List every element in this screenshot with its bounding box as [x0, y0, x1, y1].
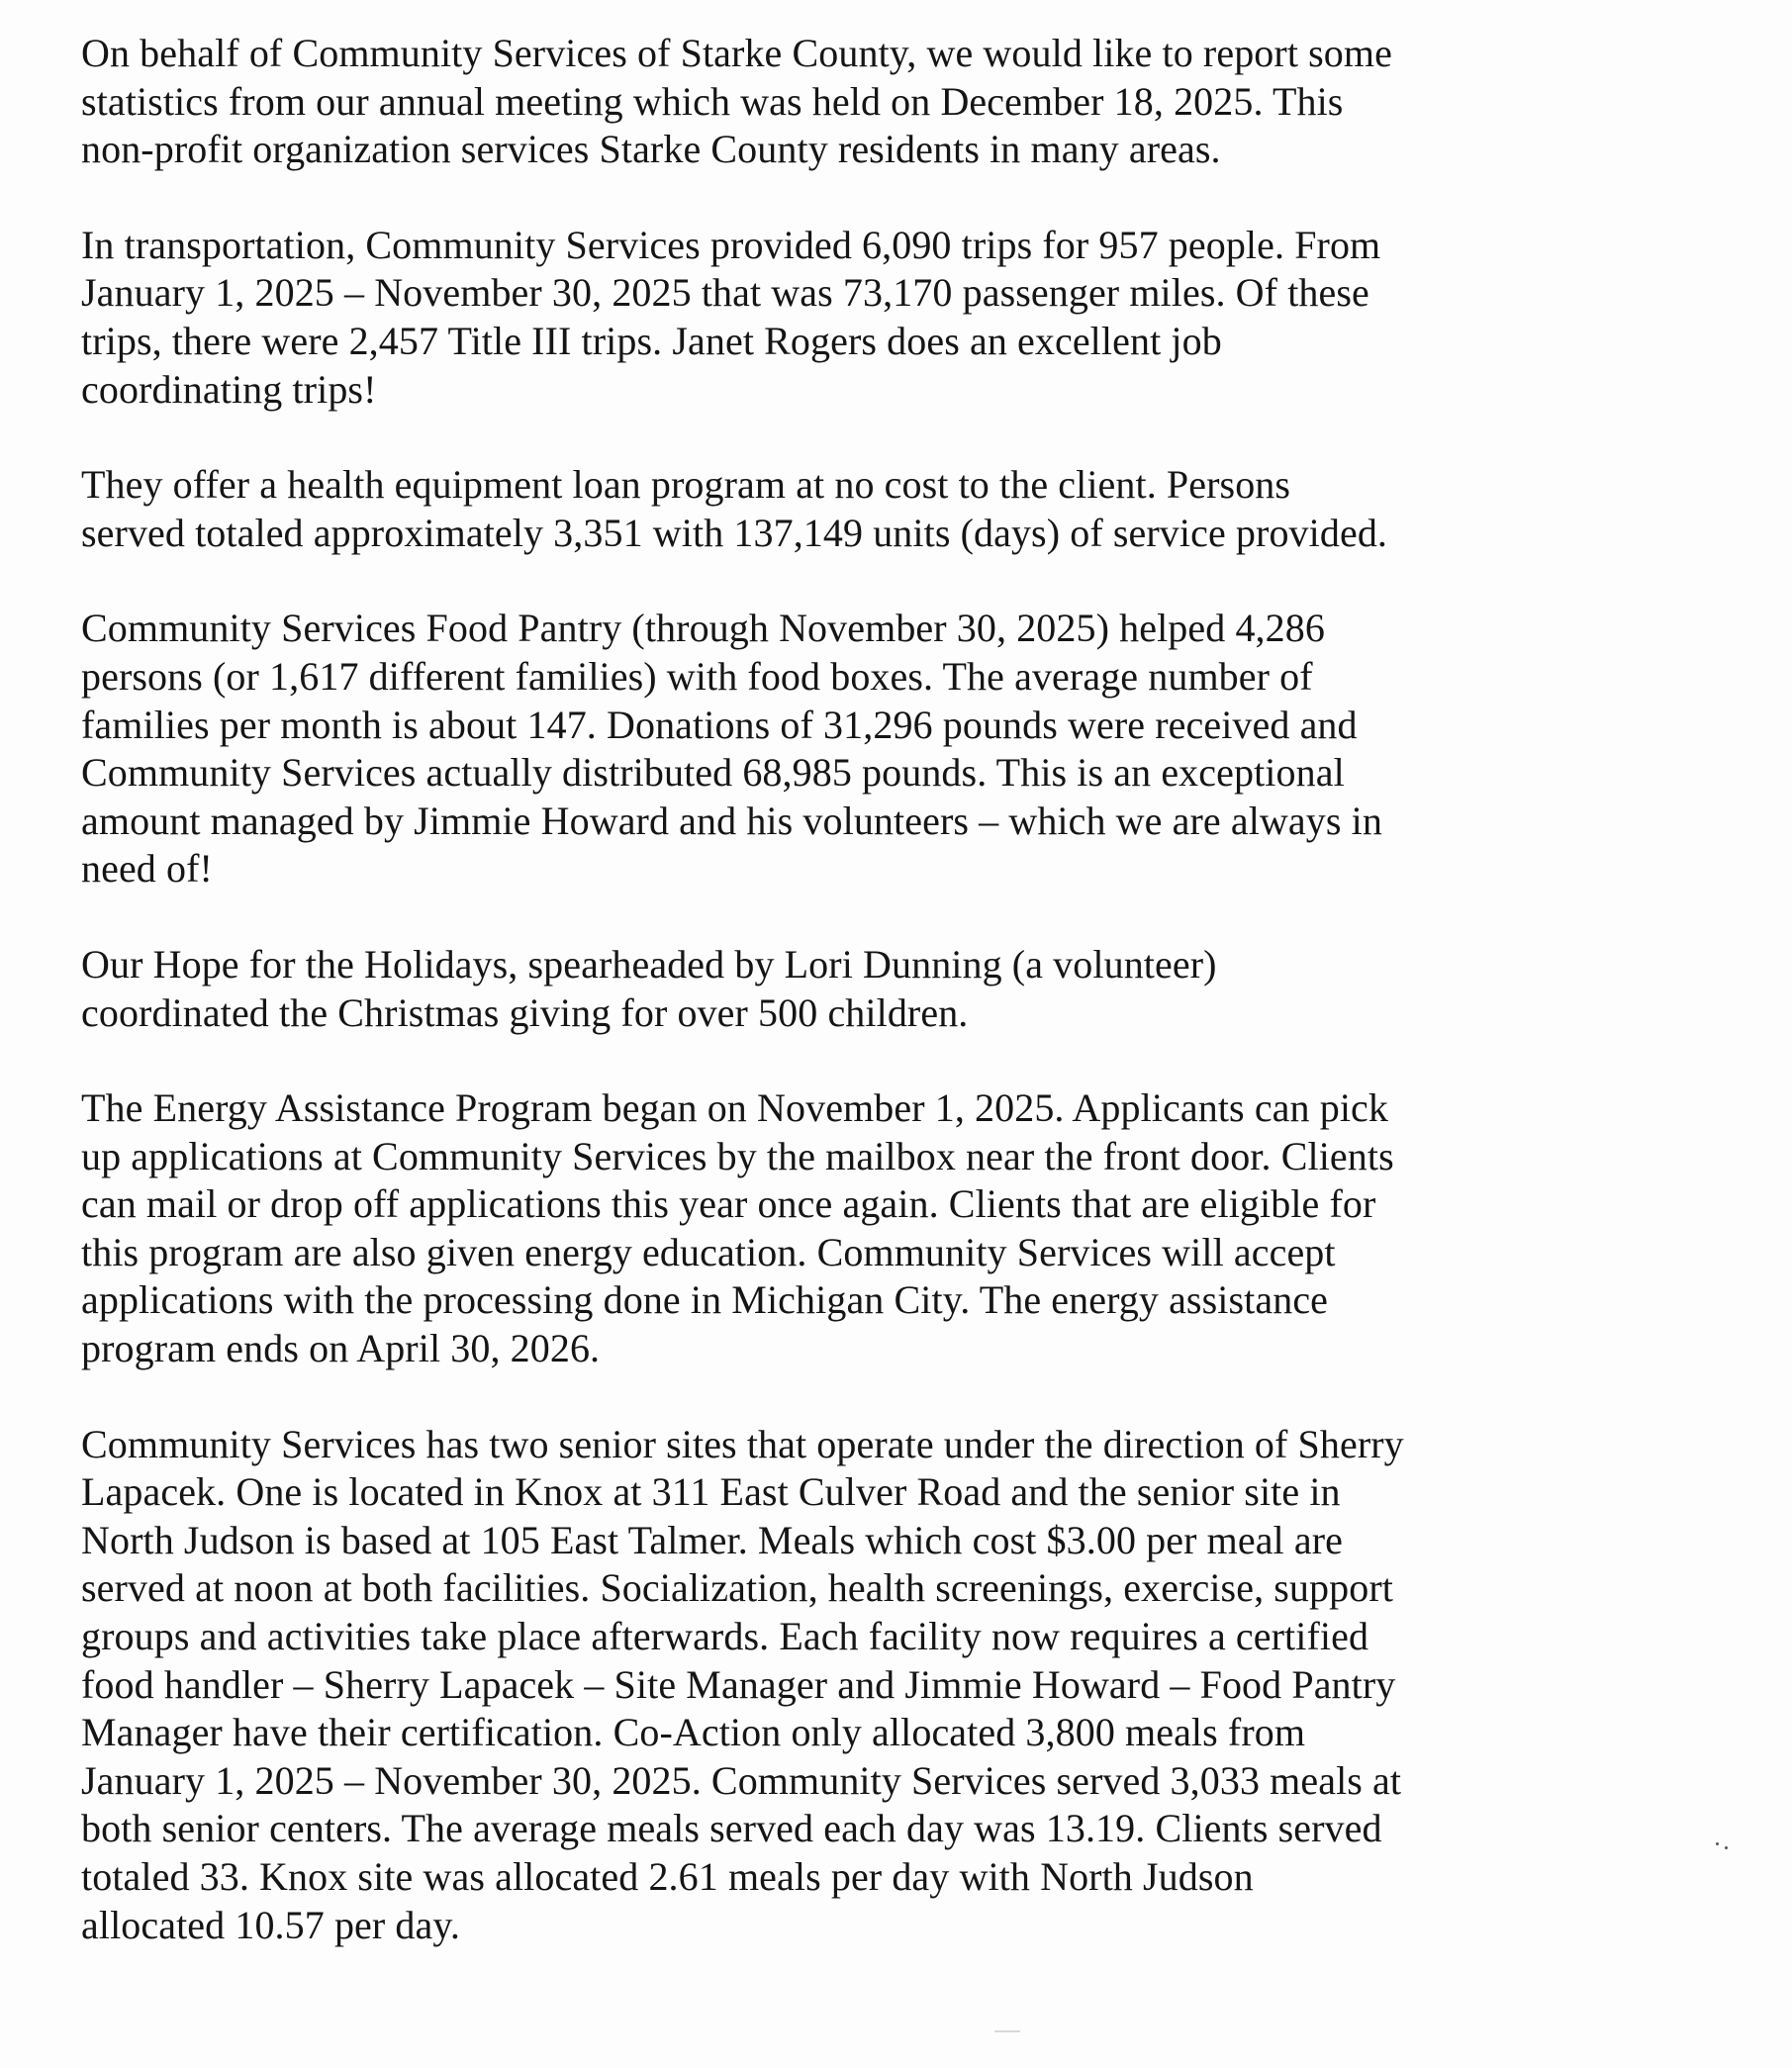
text-line: applications with the processing done in Michigan City. The energy assistance	[81, 1277, 1329, 1323]
paragraph-food-pantry	[81, 605, 1664, 893]
text-line: In transportation, Community Services provided 6,090 trips for 957 people. From	[81, 222, 1381, 267]
document-body	[81, 30, 1664, 1997]
text-line: coordinating trips!	[81, 366, 377, 412]
text-line: trips, there were 2,457 Title III trips. Janet Rogers does an excellent job	[81, 318, 1222, 363]
text-line: groups and activities take place afterwards. Each facility now requires a certified	[81, 1614, 1369, 1659]
text-line: can mail or drop off applications this year once again. Clients that are eligible for	[81, 1181, 1376, 1227]
text-line: both senior centers. The average meals served each day was 13.19. Clients served	[81, 1806, 1382, 1851]
text-line: non-profit organization services Starke County residents in many areas.	[81, 127, 1221, 172]
paragraph-energy-assistance	[81, 1084, 1664, 1373]
paragraph-intro	[81, 30, 1664, 174]
text-line: this program are also given energy education. Community Services will accept	[81, 1229, 1336, 1274]
paragraph-health-equipment	[81, 461, 1664, 557]
scan-bottom-mark	[994, 2030, 1020, 2032]
text-line: Our Hope for the Holidays, spearheaded by Lori Dunning (a volunteer)	[81, 941, 1217, 987]
text-line: served at noon at both facilities. Socialization, health screenings, exercise, support	[81, 1565, 1393, 1611]
text-line: On behalf of Community Services of Starke County, we would like to report some	[81, 31, 1392, 75]
paragraph-hope-for-holidays	[81, 941, 1664, 1037]
text-line: totaled 33. Knox site was allocated 2.61 meals per day with North Judson	[81, 1854, 1254, 1899]
text-line: served totaled approximately 3,351 with 137,149 units (days) of service provided.	[81, 510, 1388, 555]
text-line: program ends on April 30, 2026.	[81, 1326, 601, 1371]
scan-speck-mark	[1716, 1842, 1730, 1850]
text-line: amount managed by Jimmie Howard and his volunteers – which we are always in	[81, 798, 1382, 843]
text-line: January 1, 2025 – November 30, 2025. Community Services served 3,033 meals at	[81, 1757, 1402, 1803]
text-line: need of!	[81, 846, 213, 892]
text-line: coordinated the Christmas giving for over 500 children.	[81, 989, 969, 1035]
text-line: allocated 10.57 per day.	[81, 1902, 460, 1947]
paragraph-senior-sites	[81, 1421, 1664, 1950]
text-line: North Judson is based at 105 East Talmer. Meals which cost $3.00 per meal are	[81, 1517, 1343, 1562]
text-line: They offer a health equipment loan program at no cost to the client. Persons	[81, 462, 1291, 508]
text-line: Community Services actually distributed 68,985 pounds. This is an exceptional	[81, 750, 1345, 796]
text-line: families per month is about 147. Donations of 31,296 pounds were received and	[81, 702, 1358, 747]
text-line: The Energy Assistance Program began on November 1, 2025. Applicants can pick	[81, 1085, 1388, 1131]
text-line: Community Services has two senior sites that operate under the direction of Sherry	[81, 1421, 1404, 1466]
text-line: Community Services Food Pantry (through November 30, 2025) helped 4,286	[81, 606, 1325, 651]
text-line: Manager have their certification. Co-Action only allocated 3,800 meals from	[81, 1710, 1306, 1755]
paragraph-transportation	[81, 222, 1664, 414]
text-line: statistics from our annual meeting which was held on December 18, 2025. This	[81, 78, 1344, 124]
text-line: up applications at Community Services by the mailbox near the front door. Clients	[81, 1133, 1394, 1178]
text-line: January 1, 2025 – November 30, 2025 that was 73,170 passenger miles. Of these	[81, 270, 1369, 316]
text-line: food handler – Sherry Lapacek – Site Manager and Jimmie Howard – Food Pantry	[81, 1661, 1396, 1707]
text-line: Lapacek. One is located in Knox at 311 East Culver Road and the senior site in	[81, 1469, 1341, 1515]
text-line: persons (or 1,617 different families) with food boxes. The average number of	[81, 653, 1313, 699]
